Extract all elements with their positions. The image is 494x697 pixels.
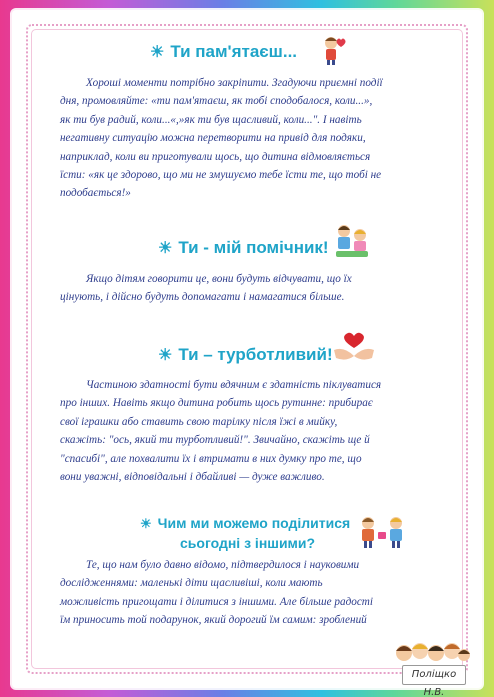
section-4-line: дослідженнями: маленькі діти щасливіші, коли мають xyxy=(60,577,323,590)
children-faces-icon xyxy=(394,633,470,667)
section-4-title-line2: сьогодні з іншими? xyxy=(180,535,316,551)
section-3-title-text: Ти – турботливий! xyxy=(178,345,333,364)
section-2-body xyxy=(60,270,432,307)
sharing-children-icon xyxy=(358,514,406,550)
section-3-body xyxy=(60,376,432,486)
sun-icon: ☀ xyxy=(158,240,173,257)
section-1-line: дня, промовляйте: «ти пам'ятаєш, як тобі сподобалося, коли...», xyxy=(60,95,373,108)
section-1-line: Хороші моменти потрібно закріпити. Згадуючи приємні події xyxy=(86,77,383,89)
sun-icon: ☀ xyxy=(140,516,152,531)
section-1-line: негативну ситуацію можна перетворити на привід для подяки, xyxy=(60,132,366,145)
section-3-title xyxy=(158,345,333,365)
section-2-title-text: Ти - мій помічник! xyxy=(178,238,329,257)
section-1-line: їсти: «як це здорово, що ми не змушуємо тебе їсти те, що тобі не xyxy=(60,169,382,182)
section-1-body xyxy=(60,74,432,203)
helper-children-icon xyxy=(332,222,372,260)
section-3-line: свої іграшки або ставить свою тарілку після їжі в мийку, xyxy=(60,415,338,428)
section-1-title xyxy=(150,42,297,62)
section-4-line: їм приносить той подарунок, який дорогий їм самим: зроблений xyxy=(60,614,367,627)
section-4-title-line1: Чим ми можемо поділитися xyxy=(157,515,351,531)
section-3-line: вони уважні, відповідальні і дбайливі — дуже важливо. xyxy=(60,471,325,484)
section-2-title xyxy=(158,238,329,258)
section-4-title-second xyxy=(180,535,315,551)
section-3-line: про інших. Навіть якщо дитина робить щось рутинне: прибирає xyxy=(60,397,373,410)
section-3-line: Частиною здатності бути вдячним є здатність піклуватися xyxy=(86,379,382,391)
section-4-body xyxy=(60,556,432,630)
section-1-line: подобається!» xyxy=(60,187,131,200)
author-signature: Поліщко Н.В. xyxy=(402,665,466,685)
section-3-line: скажіть: "ось, який ти турботливий!". Звичайно, скажіть ще й xyxy=(60,434,370,447)
sun-icon: ☀ xyxy=(150,44,165,61)
section-2-line: Якщо дітям говорити це, вони будуть відчувати, що їх xyxy=(86,273,352,285)
hands-holding-heart-icon xyxy=(332,330,376,364)
child-with-heart-icon xyxy=(318,34,348,66)
section-4-line: Те, що нам було давно відомо, підтвердилося і науковими xyxy=(86,559,360,571)
section-2-line: цінують, і дійсно будуть допомагати і намагатися більше. xyxy=(60,291,345,304)
section-3-line: "спасибі", але похвалити їх і втримати в них думку про те, що xyxy=(60,452,362,465)
section-1-title-text: Ти пам'ятаєш... xyxy=(170,42,298,61)
section-1-line: наприклад, коли ви приготували щось, що дитина відмовляється xyxy=(60,150,371,163)
section-1-line: як ти був радий, коли...«,»як ти був щасливий, коли...". І навіть xyxy=(60,113,362,126)
section-4-title xyxy=(140,515,350,532)
section-4-line: можливість пригощати і ділитися з іншими. Але більше радості xyxy=(60,595,373,608)
sun-icon: ☀ xyxy=(158,347,173,364)
